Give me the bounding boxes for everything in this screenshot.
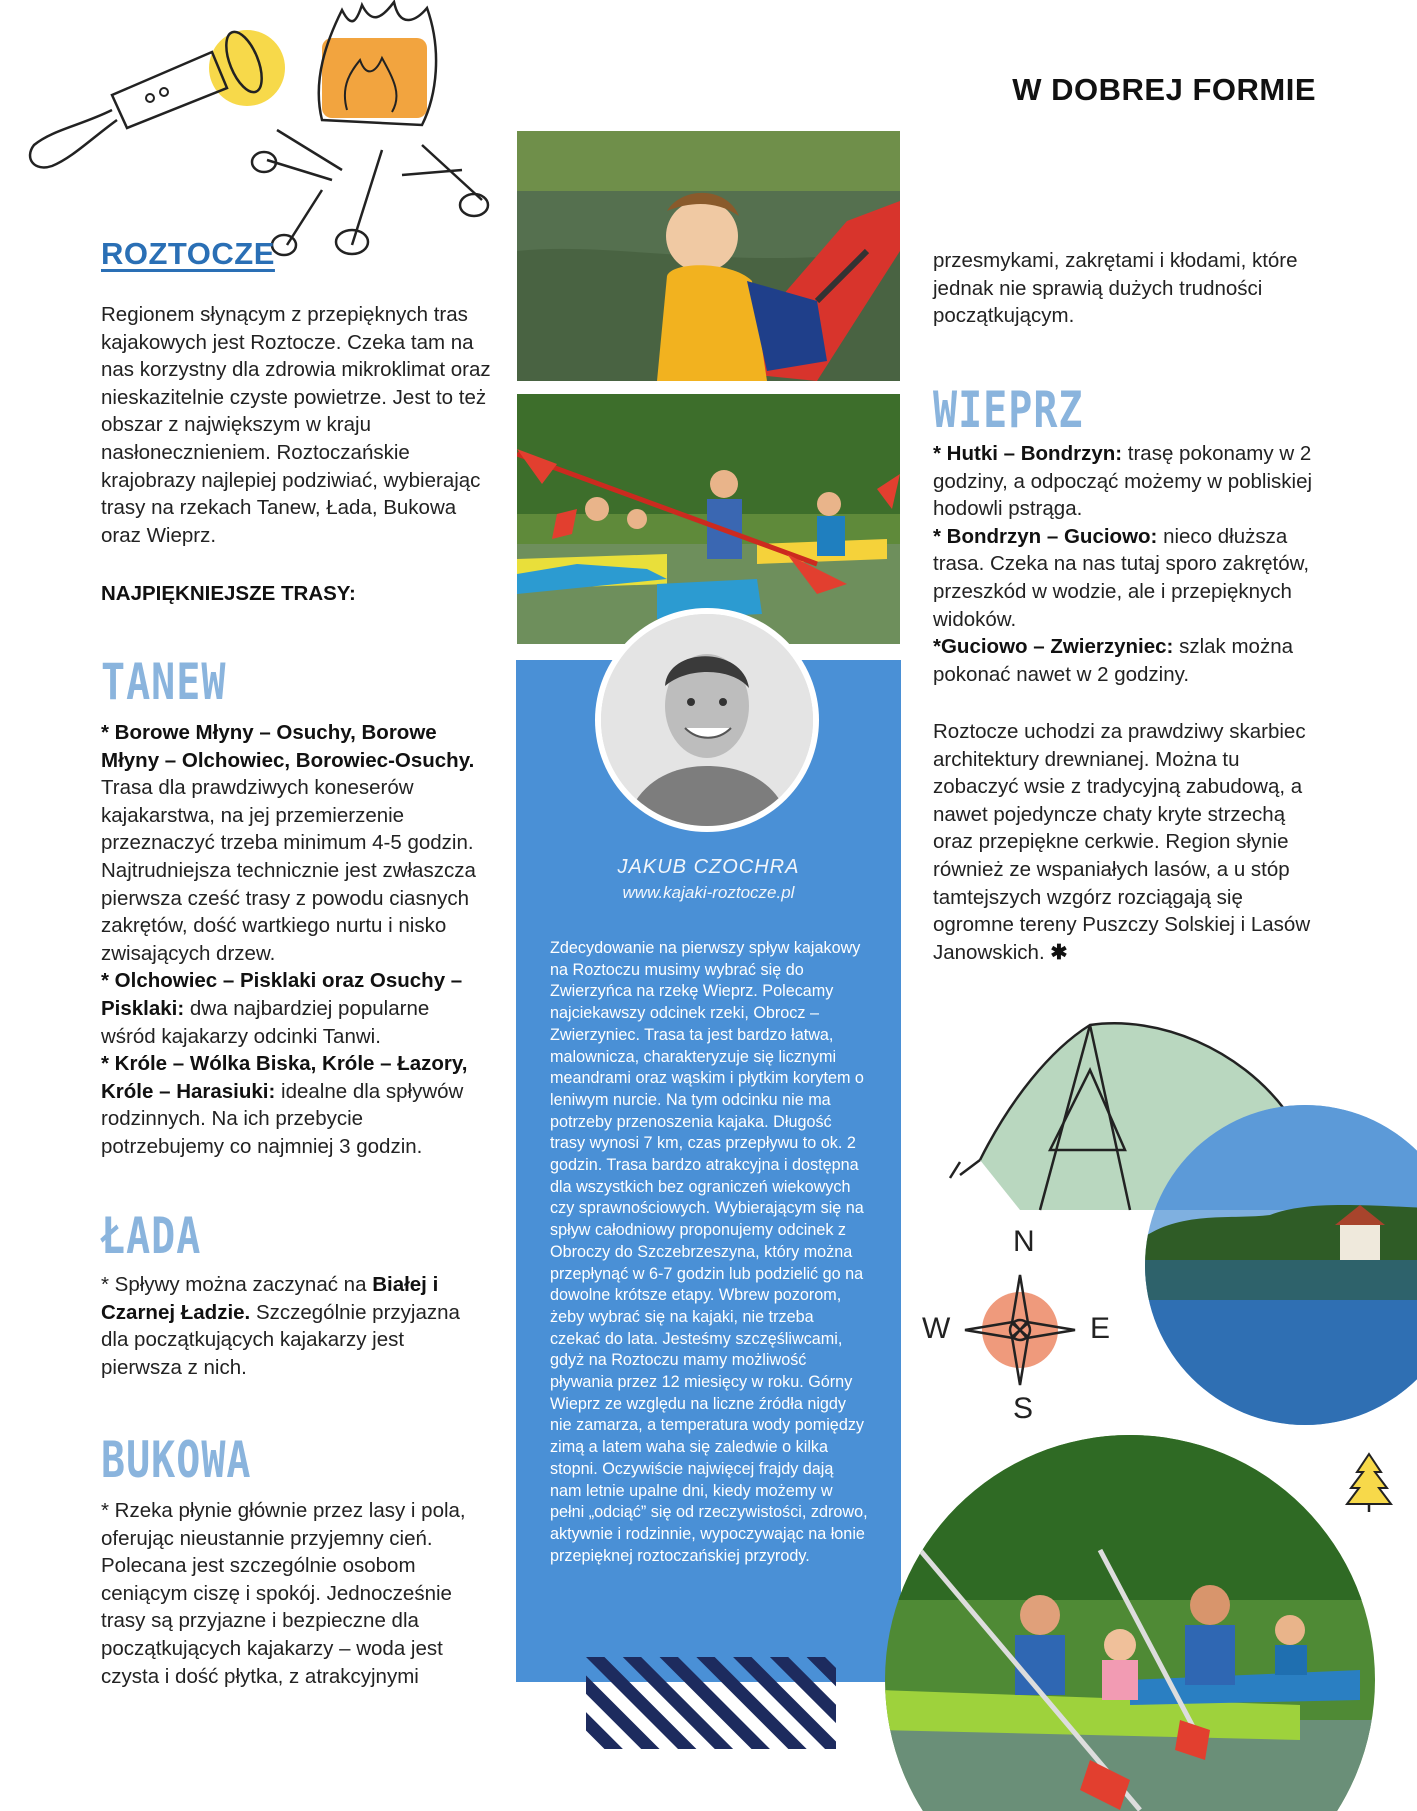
river-heading-wieprz: WIEPRZ: [933, 382, 1084, 440]
wieprz-route-2-text: nieco dłuższa trasa. Czeka na nas tutaj sporo zakrętów, przeszkód w wodzie, ale i przepięknych widoków.: [933, 524, 1310, 631]
region-title: ROZTOCZE: [101, 236, 275, 271]
wieprz-routes: [933, 440, 1323, 688]
striped-decoration: [586, 1657, 836, 1749]
end-mark-icon: ✱: [1050, 940, 1068, 964]
expert-credit: [516, 856, 901, 903]
flashlight-icon: [30, 27, 285, 167]
tanew-route-1-text: Trasa dla prawdziwych koneserów kajakarstwa, na jej przemierzenie przeznaczyć trzeba minimum 4-5 godzin. Najtrudniejsza technicznie jest zwłaszcza pierwsza cześć trasy z powodu ciasnych zakrętów, dość wartkiego nurtu i nisko zwisających drzew.: [101, 776, 476, 965]
region-intro: Regionem słynącym z przepięknych tras kajakowych jest Roztocze. Czeka tam na nas korzystny dla zdrowia mikroklimat oraz nieskazitelnie czyste powietrze. Jest to też obszar z największym w kraju nasłonecznieniem. Roztoczańskie krajobrazy najlepiej podziwiać, wybierając trasy na rzekach Tanew, Łada, Bukowa oraz Wieprz.: [101, 303, 491, 547]
expert-portrait: [593, 606, 821, 834]
photo-lake-circle: [1140, 1100, 1417, 1430]
closing-paragraph: [933, 718, 1323, 966]
expert-website[interactable]: www.kajaki-roztocze.pl: [622, 883, 795, 902]
compass-n-label: N: [1013, 1225, 1035, 1258]
bukowa-text-continued: przesmykami, zakrętami i kłodami, które jednak nie sprawią dużych trudności początkującym.: [933, 249, 1298, 328]
campfire-icon: [252, 2, 488, 255]
river-heading-tanew: TANEW: [101, 654, 227, 712]
lada-text-start: * Spływy można zaczynać na: [101, 1273, 367, 1296]
routes-heading: NAJPIĘKNIEJSZE TRASY:: [101, 582, 356, 605]
compass-s-label: S: [1013, 1392, 1034, 1425]
wieprz-route-3-text: szlak można pokonać nawet w 2 godziny.: [933, 635, 1294, 686]
lada-place-names: Białej i Czarnej Ładzie.: [101, 1273, 439, 1324]
wieprz-route-2-name: * Bondrzyn – Guciowo:: [933, 524, 1158, 548]
compass-w-label: W: [922, 1312, 951, 1345]
section-label: W DOBREJ FORMIE: [1012, 72, 1316, 107]
compass-e-label: E: [1090, 1312, 1111, 1345]
tanew-routes: [101, 719, 486, 1161]
lada-text-end: Szczególnie przyjazna dla początkujących kajakarzy jest pierwsza z nich.: [101, 1300, 460, 1379]
river-heading-lada: ŁADA: [101, 1208, 202, 1266]
wieprz-route-3-name: *Guciowo – Zwierzyniec:: [933, 635, 1174, 659]
expert-name: JAKUB CZOCHRA: [617, 856, 800, 878]
flashlight-campfire-illustration: [22, 0, 502, 260]
bukowa-text: * Rzeka płynie głównie przez lasy i pola, oferując nieustannie przyjemny cień. Polecana jest szczególnie osobom ceniącym ciszę i spokój. Jednocześnie trasy są przyjazne i bezpieczne dla początkujących kajakarzy – woda jest czysta i dość płytka, z atrakcyjnymi: [101, 1499, 466, 1688]
tanew-route-3-name: * Króle – Wólka Biska, Króle – Łazory, Króle – Harasiuki:: [101, 1052, 468, 1103]
closing-text: Roztocze uchodzi za prawdziwy skarbiec architektury drewnianej. Można tu zobaczyć wsie z tradycyjną zabudową, a nawet pojedyncze chaty kryte strzechą oraz przepiękne cerkwie. Region słynie również ze wspaniałych lasów, a u stóp tamtejszych wzgórz rozciągają się ogromne tereny Puszczy Solskiej i Lasów Janowskich.: [933, 720, 1311, 964]
tanew-route-1-name: * Borowe Młyny – Osuchy, Borowe Młyny – Olchowiec, Borowiec-Osuchy.: [101, 721, 475, 772]
wieprz-route-1-text: trasę pokonamy w 2 godziny, a odpocząć możemy w pobliskiej hodowli pstrąga.: [933, 442, 1313, 521]
river-heading-bukowa: BUKOWA: [101, 1432, 252, 1490]
photo-family-kayak-circle: [880, 1430, 1380, 1811]
tanew-route-2-text: dwa najbardziej popularne wśród kajakarzy odcinki Tanwi.: [101, 996, 430, 1048]
tanew-route-3-text: idealne dla spływów rodzinnych. Na ich przebycie potrzebujemy co najmniej 3 godzin.: [101, 1079, 464, 1158]
lada-text: [101, 1271, 486, 1381]
expert-quote: Zdecydowanie na pierwszy spływ kajakowy na Roztoczu musimy wybrać się do Zwierzyńca na rzekę Wieprz. Polecamy najciekawszy odcinek rzeki, Obrocz – Zwierzyniec. Trasa ta jest bardzo łatwa, malownicza, charakteryzuje się licznymi meandrami oraz wąskim i płytkim korytem o leniwym nurcie. Na tym odcinku nie ma potrzeby przenoszenia kajaka. Długość trasy wynosi 7 km, czas przepływu to ok. 2 godzin. Trasa bardzo atrakcyjna i dostępna dla wszystkich bez ograniczeń wiekowych czy sprawnościowych. Wybierającym się na spływ całodniowy proponujemy odcinek z Obroczy do Szczebrzeszyna, który można przepłynąć w 6-7 godzin lub podzielić go na dowolne krótsze etapy. Wbrew pozorom, żeby wybrać się na kajaki, nie trzeba czekać do lata. Jesteśmy szczęśliwcami, gdyż na Roztoczu mamy możliwość pływania przez 12 miesięcy w roku. Górny Wieprz ze względu na liczne źródła nigdy nie zamarza, a temperatura wody pomiędzy zimą a latem waha się zaledwie o kilka stopni. Oczywiście najwięcej frajdy dają nam letnie upalne dni, kiedy możemy w pełni „odciąć” się od rzeczywistości, zdrowo, aktywnie i rodzinnie, wypoczywając na łonie przepięknej roztoczańskiej przyrody.: [550, 939, 868, 1565]
wieprz-route-1-name: * Hutki – Bondrzyn:: [933, 442, 1123, 465]
tanew-route-2-name: * Olchowiec – Pisklaki oraz Osuchy – Pisklaki:: [101, 969, 463, 1020]
photo-child-kayak: [517, 131, 900, 381]
